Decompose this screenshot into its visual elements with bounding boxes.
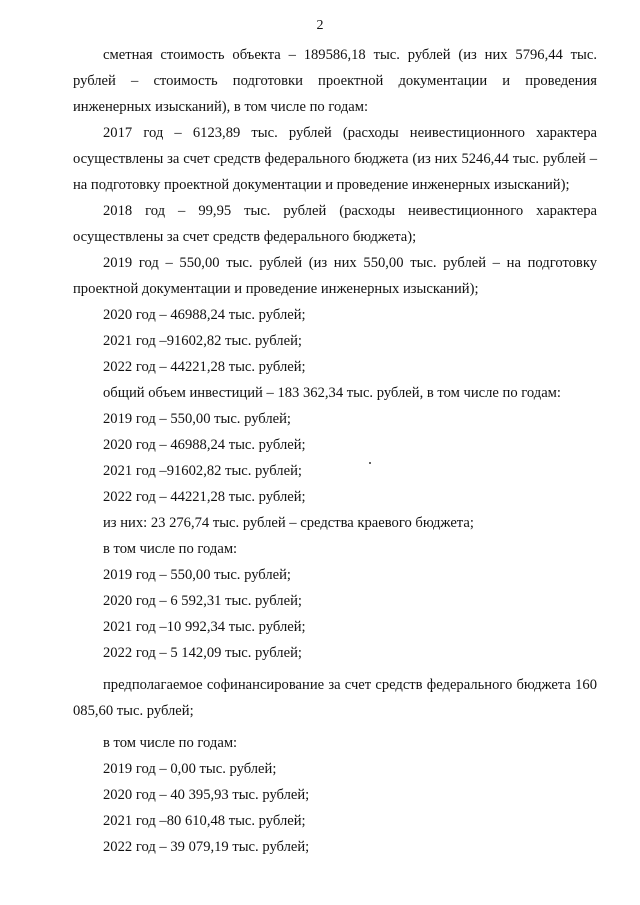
line-by-years-regional: в том числе по годам: (103, 541, 238, 557)
line-regional-2021: 2021 год –10 992,34 тыс. рублей; (103, 619, 306, 635)
line-year-2021: 2021 год –91602,82 тыс. рублей; (103, 333, 302, 349)
line-federal-2020: 2020 год – 40 395,93 тыс. рублей; (103, 787, 310, 803)
paragraph-year-2018: 2018 год – 99,95 тыс. рублей (расходы неивестиционного характера осуществлены за счет средств федерального бюджета); (73, 203, 597, 245)
document-body (73, 42, 597, 860)
page-number: 2 (316, 18, 324, 33)
paragraph-year-2017: 2017 год – 6123,89 тыс. рублей (расходы неивестиционного характера осуществлены за счет средств федерального бюджета (из них 5246,44 тыс. рублей – на подготовку проектной документации и проведение инженерных изысканий); (73, 125, 597, 193)
line-investment-2019: 2019 год – 550,00 тыс. рублей; (103, 411, 291, 427)
line-regional-2020: 2020 год – 6 592,31 тыс. рублей; (103, 593, 302, 609)
paragraph-year-2019: 2019 год – 550,00 тыс. рублей (из них 550,00 тыс. рублей – на подготовку проектной документации и проведение инженерных изысканий); (73, 255, 597, 297)
line-federal-2022: 2022 год – 39 079,19 тыс. рублей; (103, 839, 310, 855)
line-regional-2022: 2022 год – 5 142,09 тыс. рублей; (103, 645, 302, 661)
line-by-years-federal: в том числе по годам: (103, 735, 238, 751)
paragraph-regional-budget: из них: 23 276,74 тыс. рублей – средства краевого бюджета; (103, 515, 474, 531)
paragraph-federal-cofinancing: предполагаемое софинансирование за счет средств федерального бюджета 160 085,60 тыс. рублей; (73, 677, 597, 719)
line-investment-2021: 2021 год –91602,82 тыс. рублей; (103, 463, 302, 479)
scan-speck (369, 462, 371, 464)
line-regional-2019: 2019 год – 550,00 тыс. рублей; (103, 567, 291, 583)
line-year-2020: 2020 год – 46988,24 тыс. рублей; (103, 307, 306, 323)
line-investment-2020: 2020 год – 46988,24 тыс. рублей; (103, 437, 306, 453)
paragraph-estimated-cost: сметная стоимость объекта – 189586,18 тыс. рублей (из них 5796,44 тыс. рублей – стоимость подготовки проектной документации и проведения инженерных изысканий), в том числе по годам: (73, 47, 597, 115)
line-year-2022: 2022 год – 44221,28 тыс. рублей; (103, 359, 306, 375)
paragraph-total-investment: общий объем инвестиций – 183 362,34 тыс. рублей, в том числе по годам: (103, 385, 561, 401)
line-federal-2019: 2019 год – 0,00 тыс. рублей; (103, 761, 277, 777)
line-investment-2022: 2022 год – 44221,28 тыс. рублей; (103, 489, 306, 505)
line-federal-2021: 2021 год –80 610,48 тыс. рублей; (103, 813, 306, 829)
